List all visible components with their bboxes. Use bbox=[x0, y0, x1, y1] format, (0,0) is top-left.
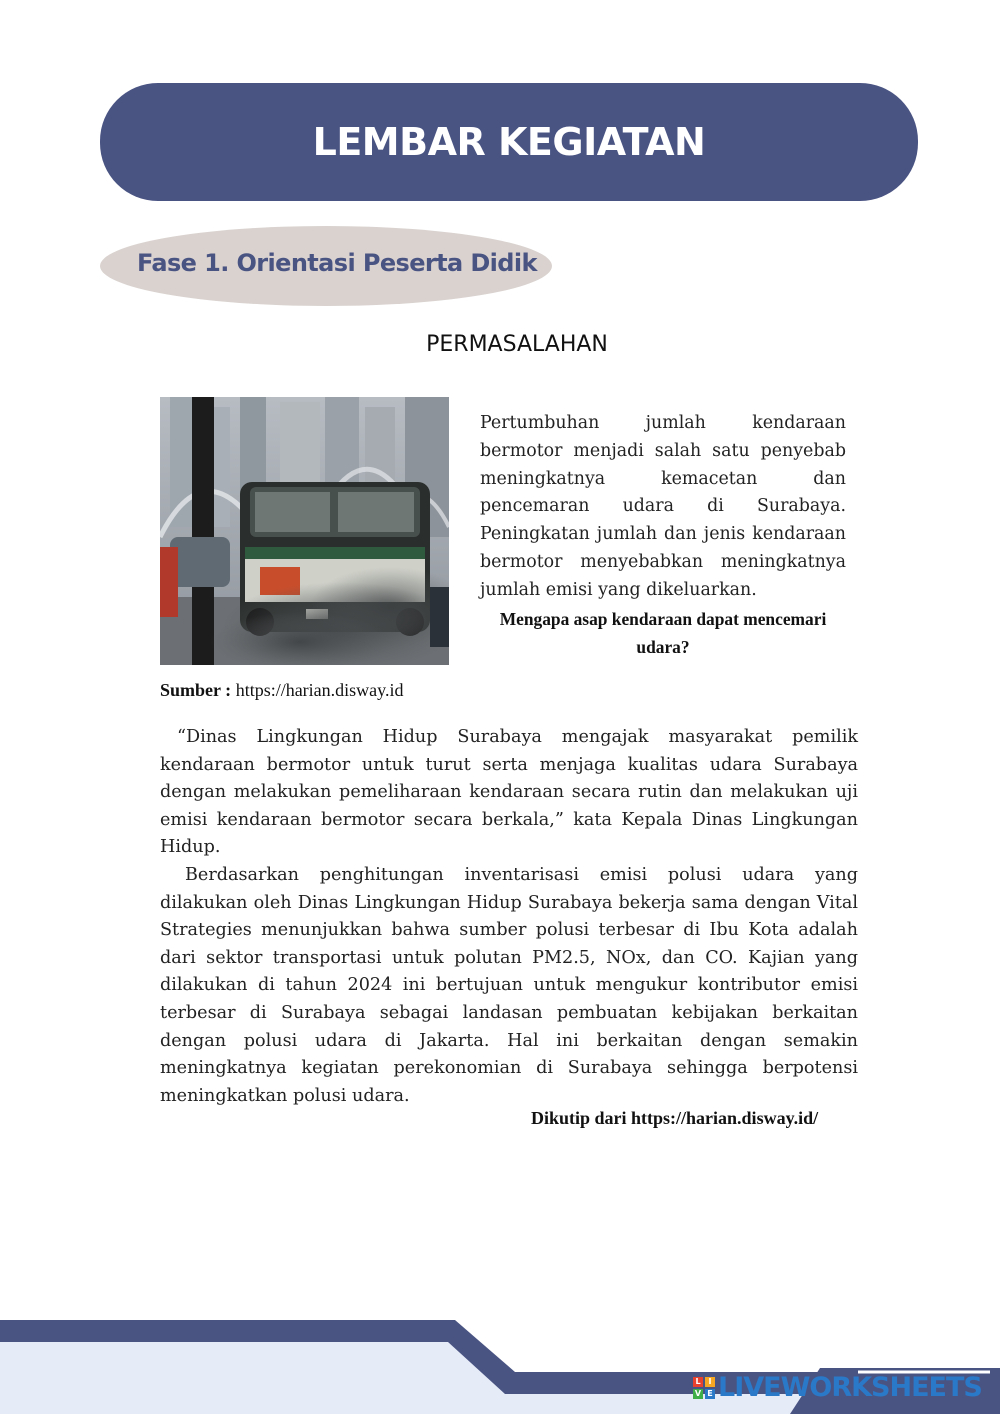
guiding-question: Mengapa asap kendaraan dapat mencemari udara? bbox=[499, 609, 827, 657]
article-paragraph: Berdasarkan penghitungan inventarisasi emisi polusi udara yang dilakukan oleh Dinas Lingkungan Hidup Surabaya bekerja sama dengan Vital Strategies menunjukkan bahwa sumber polusi terbesar di Ibu Kota adalah dari sektor transportasi untuk polutan PM2.5, NOx, dan CO. Kajian yang dilakukan di tahun 2024 ini bertujuan untuk mengukur kontributor emisi terbesar di Surabaya sebagai landasan pembuatan kebijakan berkaitan dengan polusi udara di Jakarta. Hal ini berkaitan dengan semakin meningkatnya kegiatan perekonomian di Surabaya sehingga berpotensi meningkatkan polusi udara. bbox=[160, 864, 858, 1106]
article-paragraph: “Dinas Lingkungan Hidup Surabaya mengajak masyarakat pemilik kendaraan bermotor untuk turut serta menjaga kualitas udara Surabaya dengan melakukan pemeliharaan kendaraan secara rutin dan melakukan uji emisi kendaraan bermotor secara berkala,” kata Kepala Dinas Lingkungan Hidup. bbox=[160, 727, 858, 858]
logo-letter: L bbox=[693, 1377, 703, 1387]
article-credit: Dikutip dari https://harian.disway.id/ bbox=[531, 1108, 819, 1128]
phase-label: Fase 1. Orientasi Peserta Didik bbox=[137, 249, 537, 277]
bus-emission-illustration bbox=[160, 397, 449, 665]
intro-paragraph: Pertumbuhan jumlah kendaraan bermotor menjadi salah satu penyebab meningkatnya kemacetan dan pencemaran udara di Surabaya. Peningkatan jumlah dan jenis kendaraan bermotor menyebabkan meningkatnya jumlah emisi yang dikeluarkan. bbox=[480, 413, 846, 600]
image-source-url: https://harian.disway.id bbox=[235, 680, 404, 700]
section-heading: PERMASALAHAN bbox=[426, 332, 608, 357]
image-source-label: Sumber : bbox=[160, 680, 232, 700]
logo-text: LIVEWORKSHEETS bbox=[718, 1372, 982, 1403]
logo-grid-icon bbox=[693, 1377, 715, 1399]
image-source bbox=[160, 680, 404, 701]
liveworksheets-logo[interactable] bbox=[693, 1372, 982, 1403]
article-photo bbox=[160, 397, 449, 665]
page-title: LEMBAR KEGIATAN bbox=[312, 120, 706, 164]
logo-letter: E bbox=[705, 1389, 715, 1399]
title-banner bbox=[100, 83, 918, 201]
logo-letter: I bbox=[705, 1377, 715, 1387]
logo-letter: V bbox=[694, 1388, 702, 1398]
article-body bbox=[160, 724, 858, 1110]
